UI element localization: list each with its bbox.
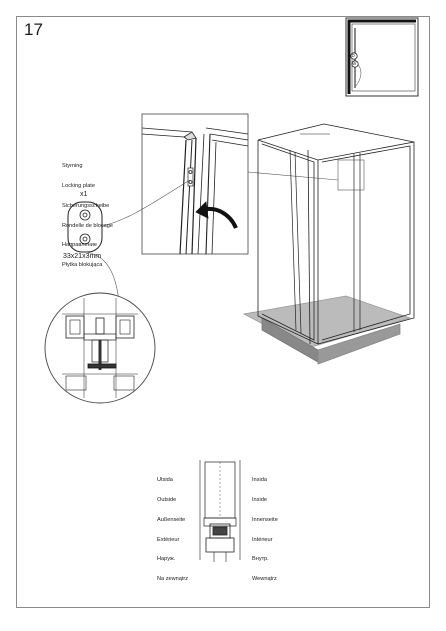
locking-plate-detail-circle [45, 293, 155, 403]
shower-enclosure-drawing [244, 124, 414, 364]
part-name-line: Направление [62, 242, 97, 249]
profile-cross-section [200, 460, 240, 562]
outside-label: Extérieur [157, 536, 180, 543]
outside-label: Utsida [157, 477, 173, 484]
outside-labels [157, 464, 188, 589]
corner-detail-view [142, 114, 248, 254]
part-name-line: Locking plate [62, 182, 95, 189]
part-name-line: Płytka blokująca [62, 262, 103, 269]
inside-labels [252, 464, 278, 589]
inside-label: Intérieur [252, 536, 273, 543]
inside-label: Внутр. [252, 556, 269, 563]
outside-label: Na zewnątrz [157, 576, 189, 583]
marker-label: D [351, 53, 355, 58]
part-dimensions: 33x21x3mm [63, 253, 102, 260]
outside-label: Außenseite [157, 516, 186, 523]
step-number: 17 [24, 20, 43, 39]
inside-label: Insida [252, 477, 267, 484]
outside-label: Outside [157, 496, 177, 503]
part-quantity: x1 [80, 191, 88, 198]
part-name-line: Sicherungsscheibe [62, 202, 110, 209]
part-name-line: Styrning [62, 163, 83, 170]
part-name-line: Rondelle de blocage [62, 222, 114, 229]
inside-label: Inside [252, 496, 267, 503]
inside-label: Innenseite [252, 516, 278, 523]
marker-label: W [352, 61, 357, 66]
inside-label: Wewnątrz [252, 576, 277, 583]
outside-label: Наруж. [157, 556, 176, 563]
